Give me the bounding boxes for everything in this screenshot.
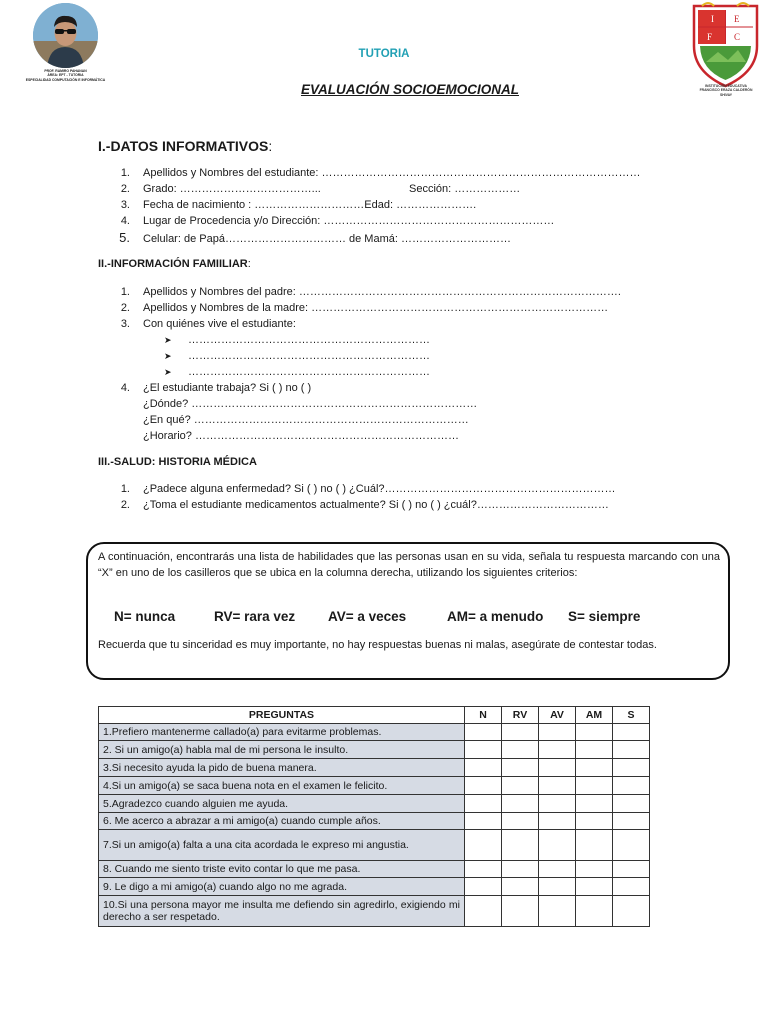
school-crest-icon: [688, 0, 763, 88]
answer-cell-s[interactable]: [613, 759, 650, 777]
column-header-n: N: [465, 707, 502, 724]
answer-cell-n[interactable]: [465, 878, 502, 896]
field-section: Sección: ………………: [409, 183, 521, 195]
teacher-caption: [18, 69, 113, 82]
answer-cell-n[interactable]: [465, 861, 502, 878]
school-caption-line: SHIVAY: [719, 92, 733, 97]
answer-cell-n[interactable]: [465, 777, 502, 795]
item-number: 3.: [120, 199, 130, 211]
answer-cell-n[interactable]: [465, 724, 502, 741]
item-number: 5.: [119, 230, 130, 245]
answer-cell-s[interactable]: [613, 741, 650, 759]
answer-cell-am[interactable]: [576, 896, 613, 927]
field-lives-with: Con quiénes vive el estudiante:: [143, 318, 296, 330]
question-text: 1.Prefiero mantenerme callado(a) para evitarme problemas.: [99, 724, 465, 741]
field-schedule: ¿Horario? ………………………………………………………………: [143, 430, 459, 442]
bullet-arrow-icon: ➤: [164, 367, 172, 377]
section-heading-text: II.-INFORMACIÓN FAMIILIAR: [98, 258, 248, 270]
item-number: 4.: [120, 215, 130, 227]
section-heading-colon: :: [268, 138, 273, 154]
answer-cell-s[interactable]: [613, 878, 650, 896]
table-row: [99, 830, 650, 861]
column-header-preguntas: PREGUNTAS: [99, 707, 465, 724]
tutoria-label: TUTORIA: [358, 48, 410, 60]
answer-cell-av[interactable]: [539, 777, 576, 795]
answer-cell-av[interactable]: [539, 724, 576, 741]
bullet-arrow-icon: ➤: [164, 335, 172, 345]
column-header-am: AM: [576, 707, 613, 724]
answer-cell-rv[interactable]: [502, 759, 539, 777]
answer-cell-n[interactable]: [465, 795, 502, 813]
teacher-caption-line: ÁREA: EPT - TUTORIA: [47, 73, 84, 78]
document-title: EVALUACIÓN SOCIOEMOCIONAL: [300, 82, 519, 97]
item-number: 1.: [120, 167, 130, 179]
answer-cell-am[interactable]: [576, 795, 613, 813]
item-number: 3.: [120, 318, 130, 330]
answer-cell-s[interactable]: [613, 724, 650, 741]
table-row: [99, 795, 650, 813]
answer-cell-rv[interactable]: [502, 813, 539, 830]
answer-cell-rv[interactable]: [502, 830, 539, 861]
answer-cell-n[interactable]: [465, 896, 502, 927]
answer-cell-rv[interactable]: [502, 724, 539, 741]
answer-cell-n[interactable]: [465, 759, 502, 777]
question-text: 2. Si un amigo(a) habla mal de mi persona le insulto.: [99, 741, 465, 759]
column-header-av: AV: [539, 707, 576, 724]
field-mother-name: Apellidos y Nombres de la madre: ………………………………………………………………………: [143, 302, 609, 314]
legend-a-veces: AV= a veces: [328, 609, 407, 624]
answer-cell-am[interactable]: [576, 759, 613, 777]
table-row: [99, 878, 650, 896]
item-number: 2.: [120, 302, 130, 314]
teacher-caption-line: PROF. RAMIRO PAHANAN: [44, 69, 87, 73]
field-lives-with-line: …………………………………………………………: [188, 350, 430, 362]
item-number: 1.: [120, 483, 130, 495]
field-birthdate: Fecha de nacimiento : …………………………Edad: ………………….: [143, 199, 477, 211]
answer-cell-av[interactable]: [539, 830, 576, 861]
question-text: 9. Le digo a mi amigo(a) cuando algo no me agrada.: [99, 878, 465, 896]
section-heading-colon: :: [247, 258, 251, 270]
question-text: 3.Si necesito ayuda la pido de buena manera.: [99, 759, 465, 777]
table-row: [99, 813, 650, 830]
answer-cell-s[interactable]: [613, 777, 650, 795]
field-works: ¿El estudiante trabaja? Si ( ) no ( ): [143, 382, 312, 394]
answer-cell-n[interactable]: [465, 830, 502, 861]
bullet-arrow-icon: ➤: [164, 351, 172, 361]
table-row: [99, 759, 650, 777]
answer-cell-av[interactable]: [539, 878, 576, 896]
crest-letter: F: [707, 32, 713, 42]
answer-cell-am[interactable]: [576, 724, 613, 741]
question-text: 6. Me acerco a abrazar a mi amigo(a) cuando cumple años.: [99, 813, 465, 830]
legend-a-menudo: AM= a menudo: [447, 609, 544, 624]
instructions-note: Recuerda que tu sinceridad es muy importante, no hay respuestas buenas ni malas, asegúrate de contestar todas.: [98, 639, 657, 651]
field-father-name: Apellidos y Nombres del padre: …………………………………………………………………………….: [143, 286, 621, 298]
answer-cell-s[interactable]: [613, 813, 650, 830]
answer-cell-am[interactable]: [576, 878, 613, 896]
table-header-row: [99, 707, 650, 724]
section-heading-salud: III.-SALUD: HISTORIA MÉDICA: [98, 456, 257, 468]
answer-cell-s[interactable]: [613, 896, 650, 927]
section-heading-familiar: [98, 258, 251, 270]
answer-cell-rv[interactable]: [502, 896, 539, 927]
column-header-s: S: [613, 707, 650, 724]
field-what: ¿En qué? …………………………………………………………………: [143, 414, 469, 426]
field-phone: Celular: de Papá…………………………… de Mamá: …………………………: [143, 233, 511, 245]
question-text: 5.Agradezco cuando alguien me ayuda.: [99, 795, 465, 813]
answer-cell-s[interactable]: [613, 861, 650, 878]
table-row: [99, 777, 650, 795]
questions-table: [98, 706, 650, 927]
question-text: 8. Cuando me siento triste evito contar lo que me pasa.: [99, 861, 465, 878]
table-row: [99, 861, 650, 878]
table-row: [99, 896, 650, 927]
legend-rara-vez: RV= rara vez: [214, 609, 296, 624]
answer-cell-rv[interactable]: [502, 741, 539, 759]
question-text: 4.Si un amigo(a) se saca buena nota en el examen le felicito.: [99, 777, 465, 795]
section-heading-text: I.-DATOS INFORMATIVOS: [98, 138, 269, 154]
field-lives-with-line: …………………………………………………………: [188, 366, 430, 378]
field-illness: ¿Padece alguna enfermedad? Si ( ) no ( ) ¿Cuál?………………………………………………………: [143, 483, 616, 495]
table-row: [99, 724, 650, 741]
field-where: ¿Dónde? ……………………………………………………………………: [143, 398, 478, 410]
answer-cell-av[interactable]: [539, 861, 576, 878]
school-caption: [680, 84, 768, 97]
question-text: 10.Si una persona mayor me insulta me defiendo sin agredirlo, exigiendo mi derecho a ser respetado.: [99, 896, 465, 927]
crest-letter: E: [734, 14, 740, 24]
teacher-caption-line: ESPECIALIDAD COMPUTACIÓN E INFORMÁTICA: [25, 77, 106, 82]
legend-siempre: S= siempre: [568, 609, 641, 624]
field-medication: ¿Toma el estudiante medicamentos actualmente? Si ( ) no ( ) ¿cuál?………………………………: [143, 499, 609, 511]
answer-cell-av[interactable]: [539, 741, 576, 759]
answer-cell-av[interactable]: [539, 896, 576, 927]
section-heading-datos: [98, 138, 272, 154]
answer-cell-n[interactable]: [465, 741, 502, 759]
answer-cell-rv[interactable]: [502, 861, 539, 878]
school-caption-line: FRANCISCO ERAZA CALDERÓN: [699, 88, 753, 93]
column-header-rv: RV: [502, 707, 539, 724]
item-number: 2.: [120, 499, 130, 511]
crest-letter: I: [711, 14, 714, 24]
item-number: 2.: [120, 183, 130, 195]
answer-cell-av[interactable]: [539, 759, 576, 777]
crest-letter: C: [734, 32, 741, 42]
answer-cell-am[interactable]: [576, 813, 613, 830]
answer-cell-am[interactable]: [576, 830, 613, 861]
legend-nunca: N= nunca: [114, 609, 176, 624]
table-row: [99, 741, 650, 759]
answer-cell-rv[interactable]: [502, 878, 539, 896]
answer-cell-s[interactable]: [613, 795, 650, 813]
answer-cell-am[interactable]: [576, 741, 613, 759]
answer-cell-av[interactable]: [539, 813, 576, 830]
answer-cell-n[interactable]: [465, 813, 502, 830]
field-address: Lugar de Procedencia y/o Dirección: ………………………………………………………: [143, 215, 555, 227]
answer-cell-rv[interactable]: [502, 777, 539, 795]
field-grade: Grado: ………………………………...: [143, 183, 321, 195]
item-number: 1.: [120, 286, 130, 298]
school-caption-line: INSTITUCIÓN EDUCATIVA: [705, 84, 747, 88]
field-student-name: Apellidos y Nombres del estudiante: ……………………………………………………………………………: [143, 167, 641, 179]
answer-cell-av[interactable]: [539, 795, 576, 813]
field-lives-with-line: …………………………………………………………: [188, 334, 430, 346]
question-text: 7.Si un amigo(a) falta a una cita acordada le expreso mi angustia.: [99, 830, 465, 861]
instructions-text: A continuación, encontrarás una lista de habilidades que las personas usan en su vida, señala tu respuesta marcando con una “X” en uno de los casilleros que se ubica en la columna derecha, utilizando los siguientes criterios:: [98, 551, 720, 579]
item-number: 4.: [120, 382, 130, 394]
answer-cell-rv[interactable]: [502, 795, 539, 813]
answer-cell-am[interactable]: [576, 777, 613, 795]
answer-cell-am[interactable]: [576, 861, 613, 878]
answer-cell-s[interactable]: [613, 830, 650, 861]
